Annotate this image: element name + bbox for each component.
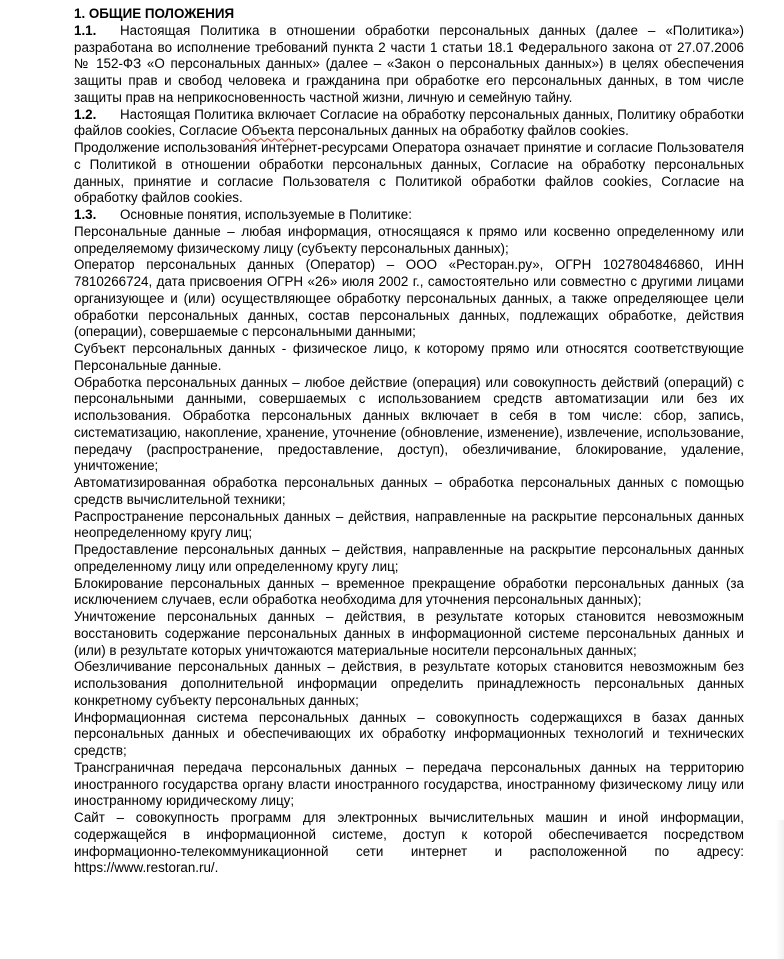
definition-operator: Оператор персональных данных (Оператор) – ООО «Ресторан.ру», ОГРН 1027804846860, ИНН 7810266724, дата присвоения ОГРН «26» июля 2002 г., самостоятельно или совместно с другими лицами организующее и (или) осуществляющее обработку персональных данных, а также определяющее цели обработки персональных данных, состав персональных данных, подлежащих обработке, действия (операции), совершаемые с персональными данными; [74,257,744,340]
clause-1-1 [74,23,744,107]
clause-text-before: Настоящая Политика включает Согласие на обработку персональных данных, Политику обработки файлов cookies, Согласие [74,106,744,139]
clause-number: 1.3. [74,207,97,222]
definition-blocking: Блокирование персональных данных – временное прекращение обработки персональных данных (за исключением случаев, если обработка необходима для уточнения персональных данных); [74,575,744,608]
clause-number: 1.1. [74,22,97,38]
section-heading: 1. ОБЩИЕ ПОЛОЖЕНИЯ [74,6,235,21]
clause-text: Основные понятия, используемые в Политике: [120,207,412,222]
definition-personal-data: Персональные данные – любая информация, относящаяся к прямо или косвенно определенному или определяемому физическому лицу (субъекту персональных данных); [74,223,744,256]
definition-provision: Предоставление персональных данных – действия, направленные на раскрытие персональных данных определенному лицу или определенному кругу лиц; [74,542,744,574]
definition-anonymization: Обезличивание персональных данных – действия, в результате которых становится невозможным без использования дополнительной информации определить принадлежность персональных данных конкретному субъекту персональных данных; [74,659,744,708]
definition-subject: Субъект персональных данных - физическое лицо, к которому прямо или относятся соответствующие Персональные данные. [74,341,744,373]
spellcheck-marked-word[interactable]: Объекта [241,123,295,139]
document-body [74,6,744,877]
definition-information-system: Информационная система персональных данных – совокупность содержащихся в базах данных персональных данных и обеспечивающих их обработку информационных технологий и технических средств; [74,709,744,758]
page-edge-shadow [776,820,784,959]
clause-text: Настоящая Политика в отношении обработки персональных данных (далее – «Политика») разработана во исполнение требований пункта 2 части 1 статьи 18.1 Федерального закона от 27.07.2006 № 152-ФЗ «О персональных данных» (далее – «Закон о персональных данных») в целях обеспечения защиты прав и свобод человека и гражданина при обработке его персональных данных, в том числе защиты прав на неприкосновенность частной жизни, личную и семейную тайну. [74,22,744,105]
definition-processing: Обработка персональных данных – любое действие (операция) или совокупность действий (операций) с персональными данными, совершаемых с использованием средств автоматизации или без их использования. Обработка персональных данных включает в себя в том числе: сбор, запись, систематизацию, накопление, хранение, уточнение (обновление, изменение), извлечение, использование, передачу (распространение, предоставление, доступ), обезличивание, блокирование, удаление, уничтожение; [74,374,744,474]
clause-number: 1.2. [74,106,97,122]
clause-1-3 [74,207,744,224]
definition-destruction: Уничтожение персональных данных – действия, в результате которых становится невозможным восстановить содержание персональных данных в информационной системе персональных данных и (или) в результате которых уничтожаются материальные носители персональных данных; [74,609,744,658]
definition-automated-processing: Автоматизированная обработка персональных данных – обработка персональных данных с помощью средств вычислительной техники; [74,475,744,507]
continuation-paragraph: Продолжение использования интернет-ресурсами Оператора означает принятие и согласие Пользователя с Политикой в отношении обработки персональных данных, Согласие на обработку персональных данных, принятие и согласие Пользователя с Политикой обработки файлов cookies, Согласие на обработку файлов cookies. [74,140,744,206]
definition-site: Сайт – совокупность программ для электронных вычислительных машин и иной информации, содержащейся в информационной системе, доступ к которой обеспечивается посредством информационно-телекоммуникационной сети интернет и расположенной по адресу: https://www.restoran.ru/. [74,810,744,876]
definition-distribution: Распространение персональных данных – действия, направленные на раскрытие персональных данных неопределенному кругу лиц; [74,508,744,541]
definition-cross-border-transfer: Трансграничная передача персональных данных – передача персональных данных на территорию иностранного государства органу власти иностранного государства, иностранному физическому лицу или иностранному юридическому лицу; [74,759,744,809]
clause-1-2 [74,107,744,141]
clause-text-after: персональных данных на обработку файлов cookies. [294,123,629,139]
